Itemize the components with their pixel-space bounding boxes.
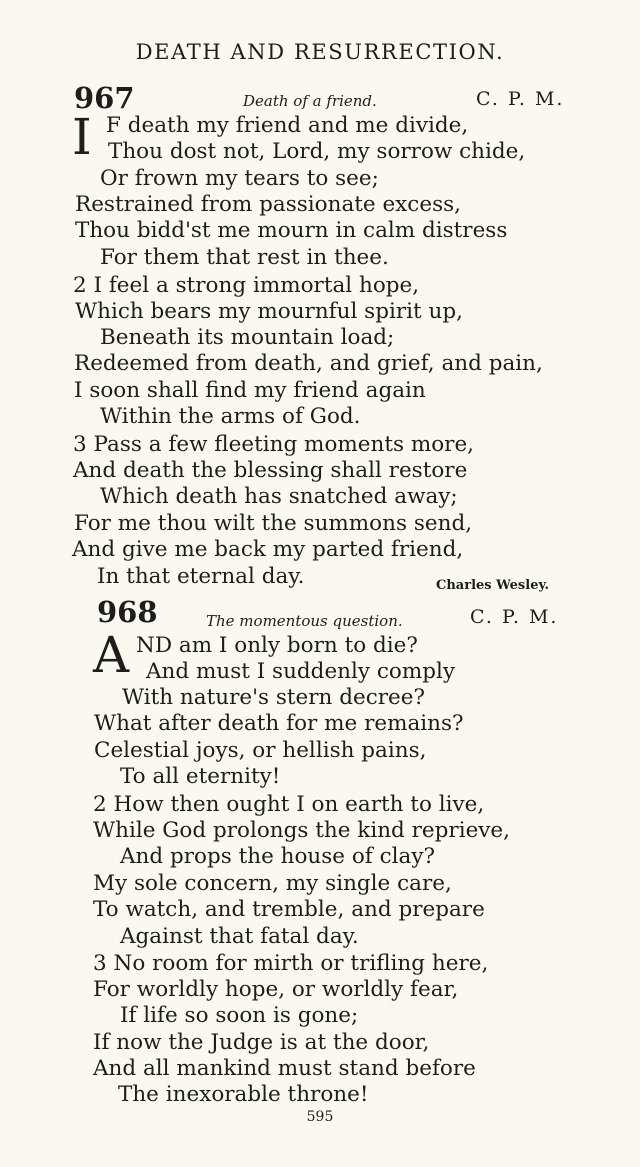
verse-line: Celestial joys, or hellish pains, (94, 738, 427, 763)
verse-line: And death the blessing shall restore (73, 458, 468, 483)
hymn-967-header (0, 81, 640, 115)
verse-line: To watch, and tremble, and prepare (93, 897, 485, 922)
verse-line: 2 I feel a strong immortal hope, (73, 273, 420, 298)
hymn-number: 968 (97, 595, 158, 629)
verse-line: F death my friend and me divide, (106, 113, 469, 138)
verse-line: While God prolongs the kind reprieve, (93, 818, 510, 843)
verse-line: 3 Pass a few fleeting moments more, (73, 432, 475, 457)
verse-line: Or frown my tears to see; (100, 166, 379, 191)
verse-line: With nature's stern decree? (122, 685, 425, 710)
verse-line: Restrained from passionate excess, (75, 192, 461, 217)
verse-line: Redeemed from death, and grief, and pain, (74, 351, 543, 376)
verse-line: ND am I only born to die? (136, 633, 418, 658)
verse-line: I soon shall find my friend again (74, 378, 426, 403)
verse-line: What after death for me remains? (94, 711, 464, 736)
page-number: 595 (306, 1109, 334, 1125)
verse-line: If now the Judge is at the door, (93, 1030, 430, 1055)
hymn-title: Death of a friend. (243, 92, 377, 110)
verse-line: For them that rest in thee. (100, 245, 389, 270)
running-head: DEATH AND RESURRECTION. (135, 40, 505, 64)
drop-cap: I (72, 108, 92, 166)
verse-line: Against that fatal day. (120, 924, 359, 949)
verse-line: Beneath its mountain load; (100, 325, 395, 350)
verse-line: 2 How then ought I on earth to live, (93, 792, 485, 817)
verse-line: Within the arms of God. (100, 404, 361, 429)
verse-line: To all eternity! (120, 764, 281, 789)
verse-line: In that eternal day. (97, 564, 305, 589)
verse-line: 3 No room for mirth or trifling here, (93, 951, 489, 976)
drop-cap: A (93, 626, 130, 684)
verse-line: And give me back my parted friend, (72, 537, 464, 562)
hymn-968-header (0, 595, 640, 630)
hymn-meter: C. P. M. (470, 606, 559, 628)
verse-line: Which bears my mournful spirit up, (75, 299, 463, 324)
verse-line: The inexorable throne! (118, 1082, 369, 1107)
verse-line: And all mankind must stand before (93, 1056, 476, 1081)
hymn-meter: C. P. M. (476, 88, 565, 110)
verse-line: For worldly hope, or worldly fear, (93, 977, 459, 1002)
verse-line: If life so soon is gone; (120, 1003, 359, 1028)
verse-line: Thou dost not, Lord, my sorrow chide, (108, 139, 526, 164)
hymn-number: 967 (74, 81, 135, 115)
hymn-author: Charles Wesley. (436, 578, 550, 593)
verse-line: And must I suddenly comply (146, 659, 456, 684)
verse-line: My sole concern, my single care, (93, 871, 452, 896)
verse-line: Thou bidd'st me mourn in calm distress (75, 218, 508, 243)
verse-line: For me thou wilt the summons send, (74, 511, 473, 536)
hymn-title: The momentous question. (206, 612, 403, 630)
verse-line: Which death has snatched away; (100, 484, 458, 509)
verse-line: And props the house of clay? (120, 844, 436, 869)
